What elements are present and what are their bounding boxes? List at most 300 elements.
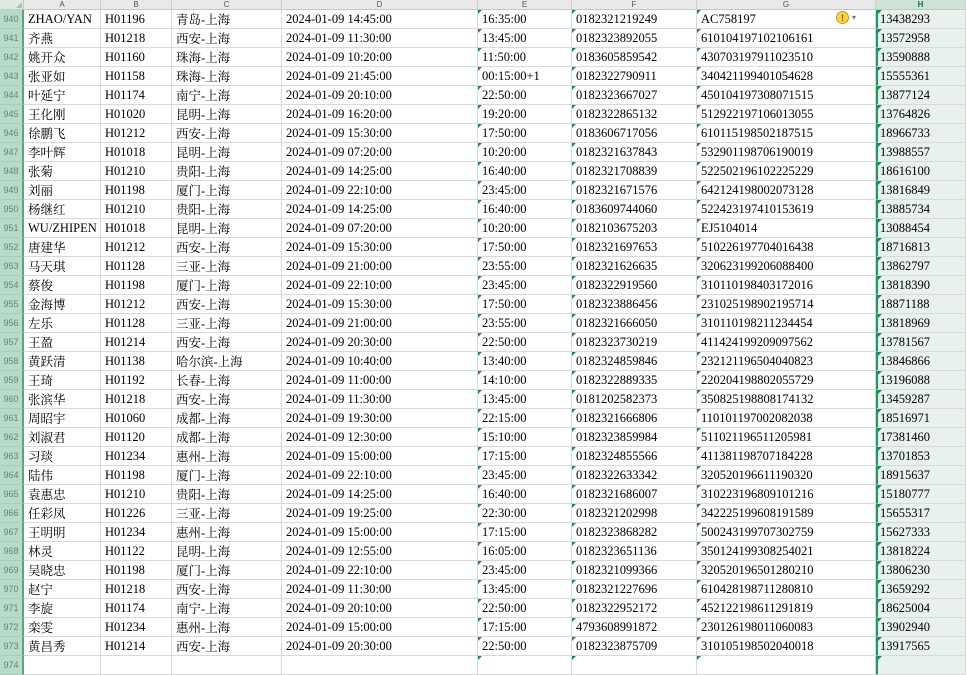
cell-ticket-number[interactable]: 0183605859542 (572, 48, 697, 67)
row-number-header[interactable]: 947 (0, 143, 24, 162)
column-header-f[interactable]: F (572, 0, 697, 10)
row-number-header[interactable]: 942 (0, 48, 24, 67)
cell-phone-number[interactable]: 18625004 (876, 599, 966, 618)
cell-arrival-time[interactable]: 17:15:00 (478, 447, 572, 466)
cell-id-number[interactable]: 450104197308071515 (697, 86, 876, 105)
cell-route[interactable]: 惠州-上海 (172, 447, 282, 466)
cell-arrival-time[interactable]: 22:15:00 (478, 409, 572, 428)
cell-route[interactable]: 惠州-上海 (172, 618, 282, 637)
cell-ticket-number[interactable]: 0182321697653 (572, 238, 697, 257)
row-number-header[interactable]: 973 (0, 637, 24, 656)
cell-phone-number[interactable]: 13818969 (876, 314, 966, 333)
cell-passenger-name[interactable]: 陆伟 (24, 466, 101, 485)
cell-departure-datetime[interactable]: 2024-01-09 07:20:00 (282, 219, 478, 238)
cell-ticket-number[interactable]: 0182323730219 (572, 333, 697, 352)
row-number-header[interactable]: 943 (0, 67, 24, 86)
cell-departure-datetime[interactable]: 2024-01-09 21:00:00 (282, 257, 478, 276)
cell-arrival-time[interactable]: 22:50:00 (478, 86, 572, 105)
cell-ticket-number[interactable] (572, 656, 697, 675)
cell-departure-datetime[interactable]: 2024-01-09 15:00:00 (282, 447, 478, 466)
cell-passenger-name[interactable]: 栾雯 (24, 618, 101, 637)
cell-phone-number[interactable]: 13701853 (876, 447, 966, 466)
cell-phone-number[interactable]: 15655317 (876, 504, 966, 523)
cell-route[interactable]: 哈尔滨-上海 (172, 352, 282, 371)
cell-id-number[interactable]: 230126198011060083 (697, 618, 876, 637)
cell-phone-number[interactable]: 13877124 (876, 86, 966, 105)
cell-flight-number[interactable]: H01218 (101, 390, 172, 409)
cell-ticket-number[interactable]: 0182323875709 (572, 637, 697, 656)
cell-arrival-time[interactable]: 23:45:00 (478, 466, 572, 485)
cell-phone-number[interactable]: 15627333 (876, 523, 966, 542)
cell-id-number[interactable]: 342225199608191589 (697, 504, 876, 523)
cell-departure-datetime[interactable]: 2024-01-09 20:30:00 (282, 637, 478, 656)
cell-ticket-number[interactable]: 0182322952172 (572, 599, 697, 618)
cell-id-number[interactable]: 320623199206088400 (697, 257, 876, 276)
cell-route[interactable]: 昆明-上海 (172, 542, 282, 561)
cell-id-number[interactable]: 231025198902195714 (697, 295, 876, 314)
cell-id-number[interactable]: 320520196501280210 (697, 561, 876, 580)
cell-departure-datetime[interactable]: 2024-01-09 20:10:00 (282, 86, 478, 105)
cell-arrival-time[interactable]: 23:55:00 (478, 257, 572, 276)
column-header-a[interactable]: A (24, 0, 101, 10)
cell-flight-number[interactable]: H01234 (101, 447, 172, 466)
cell-route[interactable]: 贵阳-上海 (172, 485, 282, 504)
cell-arrival-time[interactable]: 16:05:00 (478, 542, 572, 561)
cell-id-number[interactable]: 310110198211234454 (697, 314, 876, 333)
warning-icon[interactable]: ! (836, 11, 849, 24)
cell-departure-datetime[interactable]: 2024-01-09 11:30:00 (282, 29, 478, 48)
row-number-header[interactable]: 954 (0, 276, 24, 295)
cell-departure-datetime[interactable]: 2024-01-09 20:30:00 (282, 333, 478, 352)
cell-ticket-number[interactable]: 0182321099366 (572, 561, 697, 580)
cell-id-number[interactable]: 522502196102225229 (697, 162, 876, 181)
cell-id-number[interactable]: 310105198502040018 (697, 637, 876, 656)
column-header-b[interactable]: B (101, 0, 172, 10)
cell-arrival-time[interactable]: 23:45:00 (478, 181, 572, 200)
cell-route[interactable]: 成都-上海 (172, 428, 282, 447)
cell-phone-number[interactable]: 18516971 (876, 409, 966, 428)
cell-ticket-number[interactable]: 0182321686007 (572, 485, 697, 504)
cell-flight-number[interactable]: H01018 (101, 143, 172, 162)
cell-passenger-name[interactable]: 张滨华 (24, 390, 101, 409)
cell-passenger-name[interactable]: 李叶辉 (24, 143, 101, 162)
cell-id-number[interactable]: 452122198611291819 (697, 599, 876, 618)
row-number-header[interactable]: 968 (0, 542, 24, 561)
cell-phone-number[interactable]: 18871188 (876, 295, 966, 314)
cell-arrival-time[interactable]: 17:50:00 (478, 238, 572, 257)
cell-passenger-name[interactable]: 唐建华 (24, 238, 101, 257)
cell-flight-number[interactable]: H01210 (101, 485, 172, 504)
row-number-header[interactable]: 946 (0, 124, 24, 143)
row-number-header[interactable]: 956 (0, 314, 24, 333)
cell-arrival-time[interactable]: 23:45:00 (478, 276, 572, 295)
cell-id-number[interactable] (697, 656, 876, 675)
cell-flight-number[interactable]: H01198 (101, 466, 172, 485)
cell-route[interactable]: 贵阳-上海 (172, 162, 282, 181)
cell-arrival-time[interactable]: 16:40:00 (478, 485, 572, 504)
cell-passenger-name[interactable]: 张菊 (24, 162, 101, 181)
cell-passenger-name[interactable]: 赵宁 (24, 580, 101, 599)
cell-flight-number[interactable]: H01158 (101, 67, 172, 86)
cell-arrival-time[interactable]: 13:40:00 (478, 352, 572, 371)
cell-route[interactable]: 西安-上海 (172, 390, 282, 409)
cell-arrival-time[interactable]: 17:15:00 (478, 523, 572, 542)
cell-phone-number[interactable]: 13862797 (876, 257, 966, 276)
cell-departure-datetime[interactable]: 2024-01-09 21:00:00 (282, 314, 478, 333)
cell-ticket-number[interactable]: 0182321666050 (572, 314, 697, 333)
cell-departure-datetime[interactable]: 2024-01-09 14:25:00 (282, 200, 478, 219)
cell-id-number[interactable]: 232121196504040823 (697, 352, 876, 371)
cell-departure-datetime[interactable]: 2024-01-09 10:40:00 (282, 352, 478, 371)
cell-flight-number[interactable]: H01210 (101, 162, 172, 181)
column-header-h[interactable]: H (876, 0, 966, 10)
cell-ticket-number[interactable]: 0182103675203 (572, 219, 697, 238)
row-number-header[interactable]: 972 (0, 618, 24, 637)
cell-ticket-number[interactable]: 0182321666806 (572, 409, 697, 428)
cell-phone-number[interactable]: 13885734 (876, 200, 966, 219)
cell-ticket-number[interactable]: 0183606717056 (572, 124, 697, 143)
row-number-header[interactable]: 945 (0, 105, 24, 124)
cell-flight-number[interactable]: H01214 (101, 333, 172, 352)
cell-flight-number[interactable]: H01212 (101, 124, 172, 143)
cell-id-number[interactable]: 310223196809101216 (697, 485, 876, 504)
cell-id-number[interactable]: 310110198403172016 (697, 276, 876, 295)
cell-ticket-number[interactable]: 0182321708839 (572, 162, 697, 181)
row-number-header[interactable]: 940 (0, 10, 24, 29)
cell-phone-number[interactable]: 13816849 (876, 181, 966, 200)
cell-flight-number[interactable]: H01192 (101, 371, 172, 390)
cell-arrival-time[interactable]: 10:20:00 (478, 219, 572, 238)
chevron-down-icon[interactable]: ▾ (852, 13, 857, 22)
cell-ticket-number[interactable]: 0182322919560 (572, 276, 697, 295)
cell-ticket-number[interactable]: 0182323886456 (572, 295, 697, 314)
cell-flight-number[interactable]: H01212 (101, 295, 172, 314)
cell-passenger-name[interactable]: 金海博 (24, 295, 101, 314)
cell-departure-datetime[interactable]: 2024-01-09 19:30:00 (282, 409, 478, 428)
row-number-header[interactable]: 969 (0, 561, 24, 580)
row-number-header[interactable]: 966 (0, 504, 24, 523)
cell-ticket-number[interactable]: 0182321219249 (572, 10, 697, 29)
cell-route[interactable]: 厦门-上海 (172, 561, 282, 580)
row-number-header[interactable]: 958 (0, 352, 24, 371)
cell-phone-number[interactable]: 13196088 (876, 371, 966, 390)
cell-arrival-time[interactable]: 17:50:00 (478, 124, 572, 143)
cell-id-number[interactable]: 511021196511205981 (697, 428, 876, 447)
cell-flight-number[interactable]: H01174 (101, 86, 172, 105)
cell-passenger-name[interactable]: 林灵 (24, 542, 101, 561)
cell-flight-number[interactable]: H01122 (101, 542, 172, 561)
cell-route[interactable]: 昆明-上海 (172, 219, 282, 238)
cell-flight-number[interactable]: H01060 (101, 409, 172, 428)
cell-id-number[interactable]: EJ5104014 (697, 219, 876, 238)
cell-route[interactable]: 西安-上海 (172, 29, 282, 48)
cell-arrival-time[interactable]: 16:40:00 (478, 200, 572, 219)
cell-phone-number[interactable]: 18616100 (876, 162, 966, 181)
cell-passenger-name[interactable]: 黄跃清 (24, 352, 101, 371)
cell-passenger-name[interactable]: 刘丽 (24, 181, 101, 200)
cell-ticket-number[interactable]: 0182323859984 (572, 428, 697, 447)
cell-id-number[interactable]: 610428198711280810 (697, 580, 876, 599)
cell-phone-number[interactable]: 13438293 (876, 10, 966, 29)
cell-flight-number[interactable]: H01226 (101, 504, 172, 523)
cell-route[interactable]: 南宁-上海 (172, 599, 282, 618)
cell-departure-datetime[interactable]: 2024-01-09 22:10:00 (282, 181, 478, 200)
cell-ticket-number[interactable]: 0182323868282 (572, 523, 697, 542)
row-number-header[interactable]: 948 (0, 162, 24, 181)
cell-departure-datetime[interactable]: 2024-01-09 21:45:00 (282, 67, 478, 86)
cell-phone-number[interactable] (876, 656, 966, 675)
row-number-header[interactable]: 971 (0, 599, 24, 618)
cell-route[interactable]: 西安-上海 (172, 238, 282, 257)
cell-route[interactable]: 昆明-上海 (172, 143, 282, 162)
cell-route[interactable]: 厦门-上海 (172, 276, 282, 295)
cell-route[interactable]: 珠海-上海 (172, 67, 282, 86)
cell-ticket-number[interactable]: 0181202582373 (572, 390, 697, 409)
row-number-header[interactable]: 951 (0, 219, 24, 238)
cell-id-number[interactable]: 350124199308254021 (697, 542, 876, 561)
row-number-header[interactable]: 952 (0, 238, 24, 257)
cell-ticket-number[interactable]: 0182322633342 (572, 466, 697, 485)
cell-arrival-time[interactable]: 23:45:00 (478, 561, 572, 580)
cell-flight-number[interactable]: H01214 (101, 637, 172, 656)
cell-phone-number[interactable]: 13088454 (876, 219, 966, 238)
cell-id-number[interactable]: 340421199401054628 (697, 67, 876, 86)
cell-route[interactable]: 三亚-上海 (172, 504, 282, 523)
cell-departure-datetime[interactable]: 2024-01-09 12:30:00 (282, 428, 478, 447)
cell-flight-number[interactable]: H01234 (101, 523, 172, 542)
cell-passenger-name[interactable]: 张亚如 (24, 67, 101, 86)
cell-phone-number[interactable]: 13917565 (876, 637, 966, 656)
cell-phone-number[interactable]: 13806230 (876, 561, 966, 580)
cell-arrival-time[interactable]: 22:50:00 (478, 599, 572, 618)
cell-phone-number[interactable]: 13659292 (876, 580, 966, 599)
cell-passenger-name[interactable]: 黄昌秀 (24, 637, 101, 656)
row-number-header[interactable]: 955 (0, 295, 24, 314)
cell-phone-number[interactable]: 13818224 (876, 542, 966, 561)
cell-route[interactable] (172, 656, 282, 675)
column-header-d[interactable]: D (282, 0, 478, 10)
cell-phone-number[interactable]: 13988557 (876, 143, 966, 162)
cell-ticket-number[interactable]: 0182321626635 (572, 257, 697, 276)
cell-phone-number[interactable]: 15180777 (876, 485, 966, 504)
cell-passenger-name[interactable]: 姚开众 (24, 48, 101, 67)
cell-flight-number[interactable]: H01196 (101, 10, 172, 29)
cell-arrival-time[interactable]: 15:10:00 (478, 428, 572, 447)
row-number-header[interactable]: 960 (0, 390, 24, 409)
cell-phone-number[interactable]: 13764826 (876, 105, 966, 124)
cell-route[interactable]: 厦门-上海 (172, 466, 282, 485)
cell-route[interactable]: 西安-上海 (172, 124, 282, 143)
cell-passenger-name[interactable]: 袁惠忠 (24, 485, 101, 504)
cell-phone-number[interactable]: 13459287 (876, 390, 966, 409)
cell-arrival-time[interactable]: 10:20:00 (478, 143, 572, 162)
cell-flight-number[interactable]: H01020 (101, 105, 172, 124)
cell-id-number[interactable]: AC758197 (697, 10, 876, 29)
cell-route[interactable]: 厦门-上海 (172, 181, 282, 200)
cell-id-number[interactable]: 411381198707184228 (697, 447, 876, 466)
row-number-header[interactable]: 957 (0, 333, 24, 352)
cell-route[interactable]: 贵阳-上海 (172, 200, 282, 219)
cell-phone-number[interactable]: 18966733 (876, 124, 966, 143)
row-number-header[interactable]: 964 (0, 466, 24, 485)
cell-route[interactable]: 西安-上海 (172, 637, 282, 656)
cell-arrival-time[interactable]: 13:45:00 (478, 29, 572, 48)
row-number-header[interactable]: 963 (0, 447, 24, 466)
cell-arrival-time[interactable]: 13:45:00 (478, 390, 572, 409)
cell-route[interactable]: 长春-上海 (172, 371, 282, 390)
cell-flight-number[interactable]: H01212 (101, 238, 172, 257)
cell-passenger-name[interactable]: 马天琪 (24, 257, 101, 276)
cell-arrival-time[interactable]: 00:15:00+1 (478, 67, 572, 86)
cell-phone-number[interactable]: 17381460 (876, 428, 966, 447)
cell-ticket-number[interactable]: 0182324859846 (572, 352, 697, 371)
cell-arrival-time[interactable]: 23:55:00 (478, 314, 572, 333)
row-number-header[interactable]: 953 (0, 257, 24, 276)
cell-ticket-number[interactable]: 0182321671576 (572, 181, 697, 200)
cell-ticket-number[interactable]: 0183609744060 (572, 200, 697, 219)
cell-departure-datetime[interactable]: 2024-01-09 15:00:00 (282, 618, 478, 637)
error-checking-tag[interactable] (836, 11, 856, 24)
cell-flight-number[interactable]: H01120 (101, 428, 172, 447)
cell-flight-number[interactable]: H01138 (101, 352, 172, 371)
cell-flight-number[interactable]: H01174 (101, 599, 172, 618)
row-number-header[interactable]: 959 (0, 371, 24, 390)
cell-passenger-name[interactable]: 吴晓忠 (24, 561, 101, 580)
cell-departure-datetime[interactable]: 2024-01-09 11:00:00 (282, 371, 478, 390)
row-number-header[interactable]: 970 (0, 580, 24, 599)
cell-ticket-number[interactable]: 0182322790911 (572, 67, 697, 86)
cell-id-number[interactable]: 510226197704016438 (697, 238, 876, 257)
column-header-e[interactable]: E (478, 0, 572, 10)
cell-flight-number[interactable]: H01218 (101, 580, 172, 599)
cell-id-number[interactable]: 642124198002073128 (697, 181, 876, 200)
row-number-header[interactable]: 949 (0, 181, 24, 200)
cell-id-number[interactable]: 500243199707302759 (697, 523, 876, 542)
cell-flight-number[interactable] (101, 656, 172, 675)
cell-departure-datetime[interactable]: 2024-01-09 14:25:00 (282, 485, 478, 504)
cell-route[interactable]: 成都-上海 (172, 409, 282, 428)
cell-flight-number[interactable]: H01160 (101, 48, 172, 67)
cell-route[interactable]: 三亚-上海 (172, 314, 282, 333)
cell-route[interactable]: 南宁-上海 (172, 86, 282, 105)
cell-departure-datetime[interactable]: 2024-01-09 14:45:00 (282, 10, 478, 29)
cell-departure-datetime[interactable]: 2024-01-09 07:20:00 (282, 143, 478, 162)
cell-route[interactable]: 西安-上海 (172, 333, 282, 352)
column-header-c[interactable]: C (172, 0, 282, 10)
cell-ticket-number[interactable]: 0182322889335 (572, 371, 697, 390)
cell-phone-number[interactable]: 13590888 (876, 48, 966, 67)
cell-departure-datetime[interactable]: 2024-01-09 20:10:00 (282, 599, 478, 618)
cell-id-number[interactable]: 610104197102106161 (697, 29, 876, 48)
cell-id-number[interactable]: 320520196611190320 (697, 466, 876, 485)
cell-route[interactable]: 三亚-上海 (172, 257, 282, 276)
cell-departure-datetime[interactable]: 2024-01-09 12:55:00 (282, 542, 478, 561)
column-header-g[interactable]: G (697, 0, 876, 10)
cell-flight-number[interactable]: H01218 (101, 29, 172, 48)
cell-id-number[interactable]: 220204198802055729 (697, 371, 876, 390)
cell-id-number[interactable]: 610115198502187515 (697, 124, 876, 143)
row-number-header[interactable]: 941 (0, 29, 24, 48)
cell-route[interactable]: 西安-上海 (172, 580, 282, 599)
cell-ticket-number[interactable]: 0182321227696 (572, 580, 697, 599)
cell-passenger-name[interactable]: 习琰 (24, 447, 101, 466)
cell-passenger-name[interactable]: WU/ZHIPEN (24, 219, 101, 238)
cell-flight-number[interactable]: H01198 (101, 181, 172, 200)
cell-departure-datetime[interactable]: 2024-01-09 15:30:00 (282, 124, 478, 143)
cell-passenger-name[interactable]: 左乐 (24, 314, 101, 333)
cell-id-number[interactable]: 411424199209097562 (697, 333, 876, 352)
cell-departure-datetime[interactable]: 2024-01-09 15:30:00 (282, 238, 478, 257)
cell-id-number[interactable]: 522423197410153619 (697, 200, 876, 219)
cell-passenger-name[interactable] (24, 656, 101, 675)
cell-phone-number[interactable]: 13846866 (876, 352, 966, 371)
cell-route[interactable]: 昆明-上海 (172, 105, 282, 124)
cell-passenger-name[interactable]: 周昭宇 (24, 409, 101, 428)
cell-passenger-name[interactable]: 刘淑君 (24, 428, 101, 447)
cell-passenger-name[interactable]: 叶延宁 (24, 86, 101, 105)
row-number-header[interactable]: 974 (0, 656, 24, 675)
select-all-corner[interactable] (0, 0, 24, 10)
cell-flight-number[interactable]: H01198 (101, 561, 172, 580)
cell-ticket-number[interactable]: 0182323667027 (572, 86, 697, 105)
cell-route[interactable]: 西安-上海 (172, 295, 282, 314)
cell-passenger-name[interactable]: 李旋 (24, 599, 101, 618)
cell-id-number[interactable]: 512922197106013055 (697, 105, 876, 124)
cell-departure-datetime[interactable]: 2024-01-09 15:00:00 (282, 523, 478, 542)
cell-arrival-time[interactable]: 22:50:00 (478, 637, 572, 656)
cell-arrival-time[interactable]: 19:20:00 (478, 105, 572, 124)
cell-departure-datetime[interactable]: 2024-01-09 14:25:00 (282, 162, 478, 181)
cell-passenger-name[interactable]: 王琦 (24, 371, 101, 390)
cell-departure-datetime[interactable]: 2024-01-09 22:10:00 (282, 561, 478, 580)
cell-flight-number[interactable]: H01128 (101, 314, 172, 333)
cell-arrival-time[interactable]: 16:40:00 (478, 162, 572, 181)
cell-passenger-name[interactable]: 王明明 (24, 523, 101, 542)
cell-ticket-number[interactable]: 0182321637843 (572, 143, 697, 162)
cell-arrival-time[interactable] (478, 656, 572, 675)
cell-departure-datetime[interactable]: 2024-01-09 19:25:00 (282, 504, 478, 523)
cell-passenger-name[interactable]: 王盈 (24, 333, 101, 352)
row-number-header[interactable]: 961 (0, 409, 24, 428)
cell-ticket-number[interactable]: 0182321202998 (572, 504, 697, 523)
cell-id-number[interactable]: 110101197002082038 (697, 409, 876, 428)
row-number-header[interactable]: 944 (0, 86, 24, 105)
cell-route[interactable]: 珠海-上海 (172, 48, 282, 67)
cell-phone-number[interactable]: 18716813 (876, 238, 966, 257)
cell-id-number[interactable]: 532901198706190019 (697, 143, 876, 162)
cell-departure-datetime[interactable]: 2024-01-09 15:30:00 (282, 295, 478, 314)
cell-flight-number[interactable]: H01018 (101, 219, 172, 238)
cell-passenger-name[interactable]: 蔡俊 (24, 276, 101, 295)
cell-departure-datetime[interactable]: 2024-01-09 22:10:00 (282, 466, 478, 485)
row-number-header[interactable]: 965 (0, 485, 24, 504)
cell-ticket-number[interactable]: 0182323892055 (572, 29, 697, 48)
cell-arrival-time[interactable]: 16:35:00 (478, 10, 572, 29)
cell-departure-datetime[interactable]: 2024-01-09 22:10:00 (282, 276, 478, 295)
cell-departure-datetime[interactable]: 2024-01-09 16:20:00 (282, 105, 478, 124)
cell-flight-number[interactable]: H01198 (101, 276, 172, 295)
cell-route[interactable]: 青岛-上海 (172, 10, 282, 29)
row-number-header[interactable]: 962 (0, 428, 24, 447)
cell-departure-datetime[interactable]: 2024-01-09 11:30:00 (282, 580, 478, 599)
cell-phone-number[interactable]: 13902940 (876, 618, 966, 637)
cell-passenger-name[interactable]: 徐鹏飞 (24, 124, 101, 143)
cell-arrival-time[interactable]: 22:50:00 (478, 333, 572, 352)
cell-ticket-number[interactable]: 0182322865132 (572, 105, 697, 124)
cell-arrival-time[interactable]: 13:45:00 (478, 580, 572, 599)
cell-arrival-time[interactable]: 11:50:00 (478, 48, 572, 67)
cell-ticket-number[interactable]: 0182323651136 (572, 542, 697, 561)
